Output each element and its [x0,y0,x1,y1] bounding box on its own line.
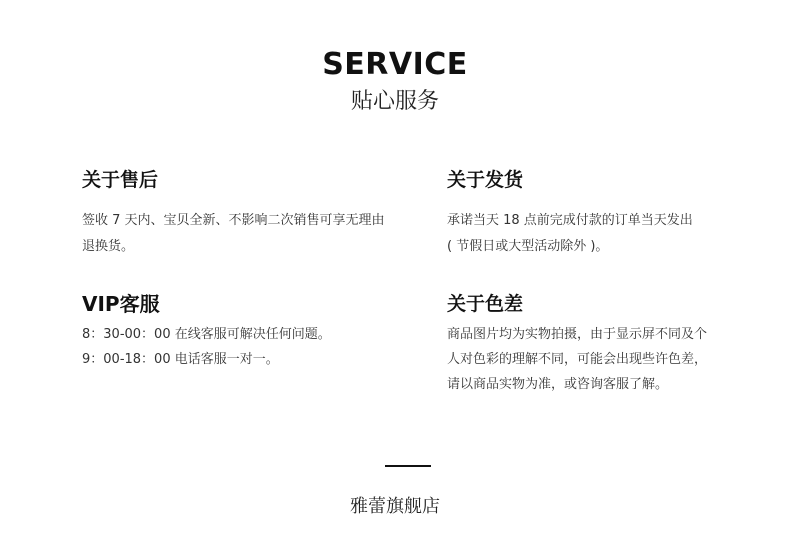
color-difference-line: 商品图片均为实物拍摄，由于显示屏不同及个 [447,327,708,342]
aftersales-section [82,168,385,260]
aftersales-line: 签收 7 天内、宝贝全新、不影响二次销售可享无理由 [82,213,385,228]
color-difference-heading: 关于色差 [447,293,524,315]
aftersales-line: 退换货。 [82,239,135,254]
vip-service-line: 9：00-18：00 电话客服一对一。 [82,352,279,367]
page-subtitle: 贴心服务 [350,89,439,114]
vip-service-heading: VIP客服 [82,292,160,316]
shipping-heading: 关于发货 [447,169,524,191]
shipping-text [447,208,693,260]
aftersales-heading: 关于售后 [82,169,159,191]
shipping-section [447,168,693,260]
page-title: SERVICE [322,47,468,82]
color-difference-line: 请以商品实物为准，或咨询客服了解。 [447,377,669,392]
color-difference-text [447,322,707,397]
vip-service-line: 8：30-00：00 在线客服可解决任何问题。 [82,327,331,342]
vip-service-section [82,292,331,372]
shipping-line: 承诺当天 18 点前完成付款的订单当天发出 [447,213,693,228]
store-name: 雅蕾旗舰店 [350,496,440,517]
footer-divider [385,465,431,467]
vip-service-text [82,322,331,372]
color-difference-section [447,292,707,397]
color-difference-line: 人对色彩的理解不同，可能会出现些许色差， [447,352,708,367]
shipping-line: ( 节假日或大型活动除外 )。 [447,239,609,254]
aftersales-text [82,208,385,260]
